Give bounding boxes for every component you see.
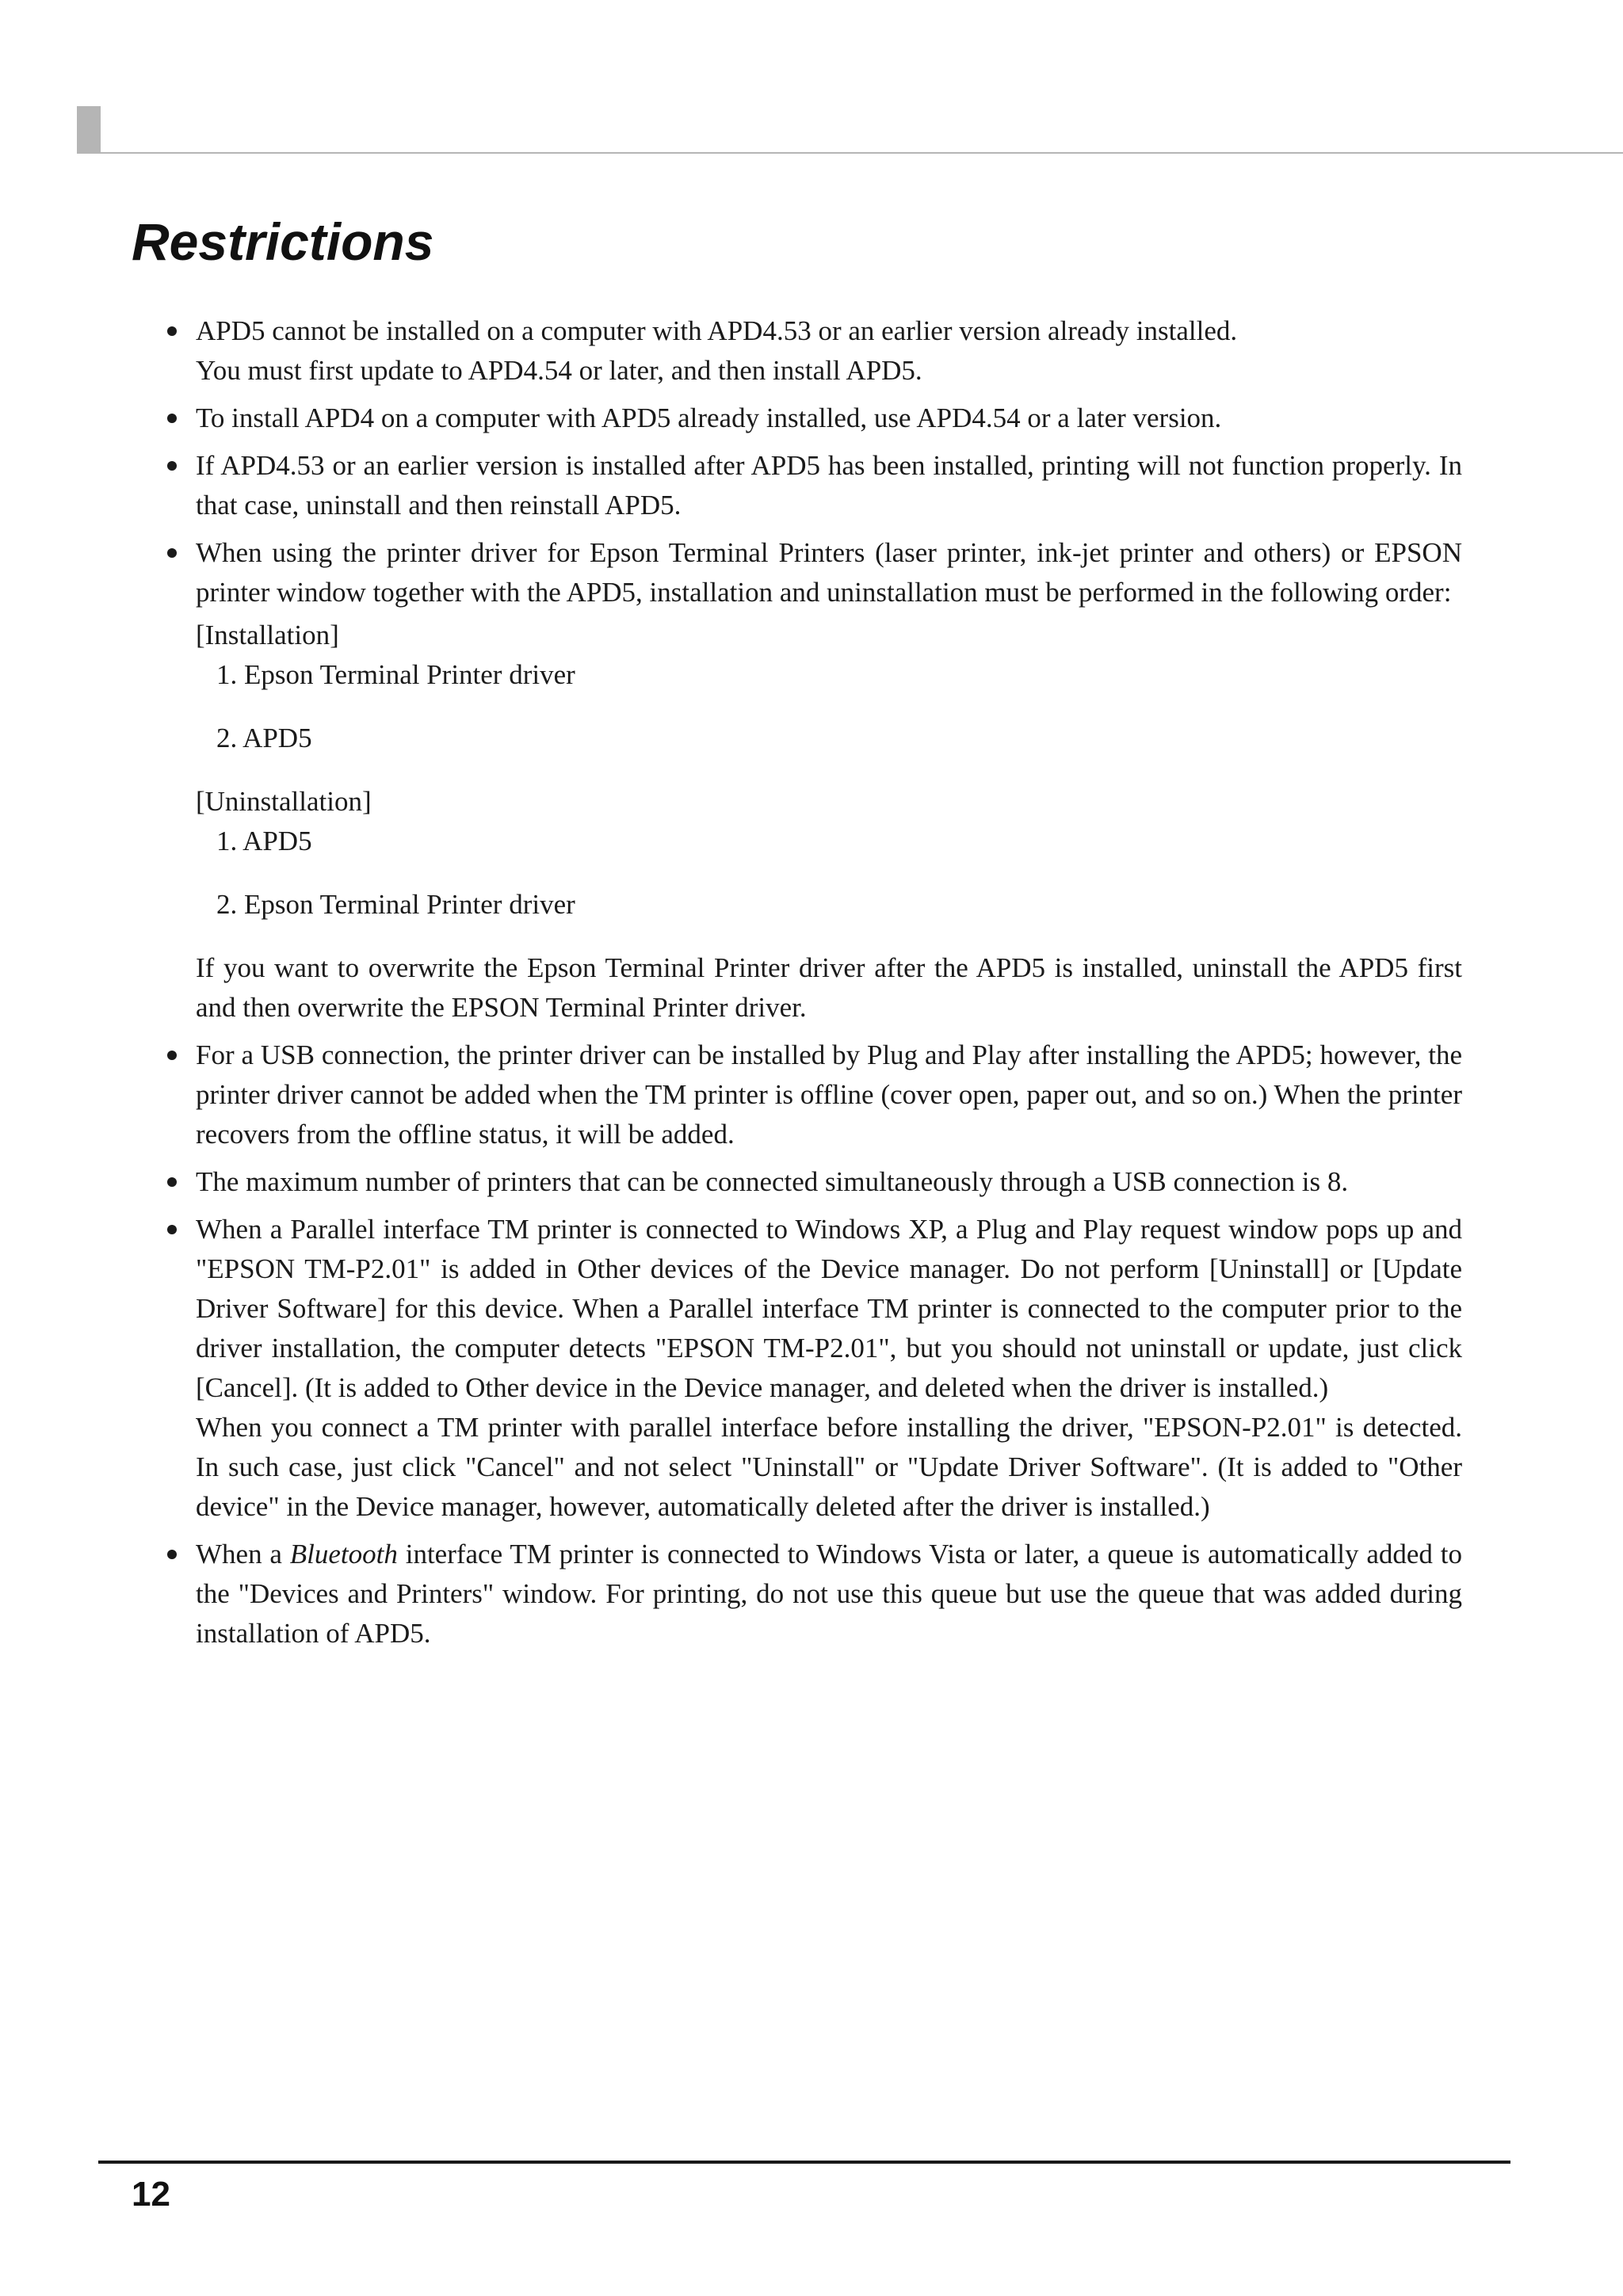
installation-label: [Installation] bbox=[196, 620, 339, 650]
list-item bbox=[196, 1035, 1462, 1154]
item-text bbox=[196, 1535, 1462, 1653]
header-tab bbox=[77, 106, 101, 154]
installation-step: 2. APD5 bbox=[216, 723, 312, 753]
uninstallation-step: 2. Epson Terminal Printer driver bbox=[216, 889, 575, 920]
bullet-icon bbox=[167, 548, 177, 558]
uninstallation-step: 1. APD5 bbox=[216, 826, 312, 856]
page-number: 12 bbox=[132, 2175, 170, 2214]
bullet-icon bbox=[167, 461, 177, 471]
item-text: To install APD4 on a computer with APD5 already installed, use APD4.54 or a later version. bbox=[196, 402, 1222, 433]
header-rule bbox=[101, 152, 1623, 154]
item-text: When using the printer driver for Epson Terminal Printers (laser printer, ink-jet printer and others) or EPSON printer window together with the APD5, installation and uninstallation must be performed in the following order: bbox=[196, 537, 1462, 608]
list-item bbox=[196, 533, 1462, 1028]
bluetooth-term: Bluetooth bbox=[289, 1539, 398, 1569]
list-item bbox=[196, 399, 1462, 438]
list-item bbox=[196, 311, 1462, 391]
bullet-icon bbox=[167, 414, 177, 423]
item-text: When a Parallel interface TM printer is connected to Windows XP, a Plug and Play request window pops up and "EPSON TM-P2.01" is added in Other devices of the Device manager. Do not perform [Uninstall] or [Update Driver Software] for this device. When a Parallel interface TM printer is connected to the computer prior to the driver installation, the computer detects "EPSON TM-P2.01", but you should not uninstall or update, just click [Cancel]. (It is added to Other device in the Device manager, and deleted when the driver is installed.) bbox=[196, 1214, 1462, 1403]
list-item bbox=[196, 1535, 1462, 1653]
uninstallation-label: [Uninstallation] bbox=[196, 786, 372, 817]
list-item bbox=[196, 1162, 1462, 1202]
list-item bbox=[196, 1210, 1462, 1527]
bullet-icon bbox=[167, 1550, 177, 1559]
bullet-icon bbox=[167, 1051, 177, 1060]
list-item bbox=[196, 446, 1462, 525]
item-text: When you connect a TM printer with parallel interface before installing the driver, "EPSON-P2.01" is detected. In such case, just click "Cancel" and not select "Uninstall" or "Update Driver Software". (It is added to "Other device" in the Device manager, however, automatically deleted after the driver is installed.) bbox=[196, 1412, 1462, 1522]
installation-step: 1. Epson Terminal Printer driver bbox=[216, 659, 575, 690]
overwrite-note: If you want to overwrite the Epson Terminal Printer driver after the APD5 is installed, uninstall the APD5 first and then overwrite the EPSON Terminal Printer driver. bbox=[196, 952, 1462, 1023]
bullet-icon bbox=[167, 1225, 177, 1234]
item-text-prefix: When a bbox=[196, 1539, 290, 1569]
bullet-icon bbox=[167, 1177, 177, 1187]
item-text: If APD4.53 or an earlier version is installed after APD5 has been installed, printing will not function properly. In that case, uninstall and then reinstall APD5. bbox=[196, 450, 1462, 521]
item-text-suffix: interface TM printer is connected to Windows Vista or later, a queue is automatically added to the "Devices and Printers" window. For printing, do not use this queue but use the queue that was added during installation of APD5. bbox=[196, 1539, 1462, 1649]
item-text: The maximum number of printers that can be connected simultaneously through a USB connection is 8. bbox=[196, 1166, 1349, 1197]
page-title: Restrictions bbox=[132, 212, 434, 271]
item-text: You must first update to APD4.54 or later, and then install APD5. bbox=[196, 355, 922, 386]
restrictions-list bbox=[196, 311, 1462, 1661]
bullet-icon bbox=[167, 326, 177, 336]
item-text: For a USB connection, the printer driver can be installed by Plug and Play after installing the APD5; however, the printer driver cannot be added when the TM printer is offline (cover open, paper out, and so on.) When the printer recovers from the offline status, it will be added. bbox=[196, 1039, 1462, 1150]
footer-rule bbox=[98, 2161, 1510, 2164]
item-text: APD5 cannot be installed on a computer with APD4.53 or an earlier version already installed. bbox=[196, 315, 1238, 346]
